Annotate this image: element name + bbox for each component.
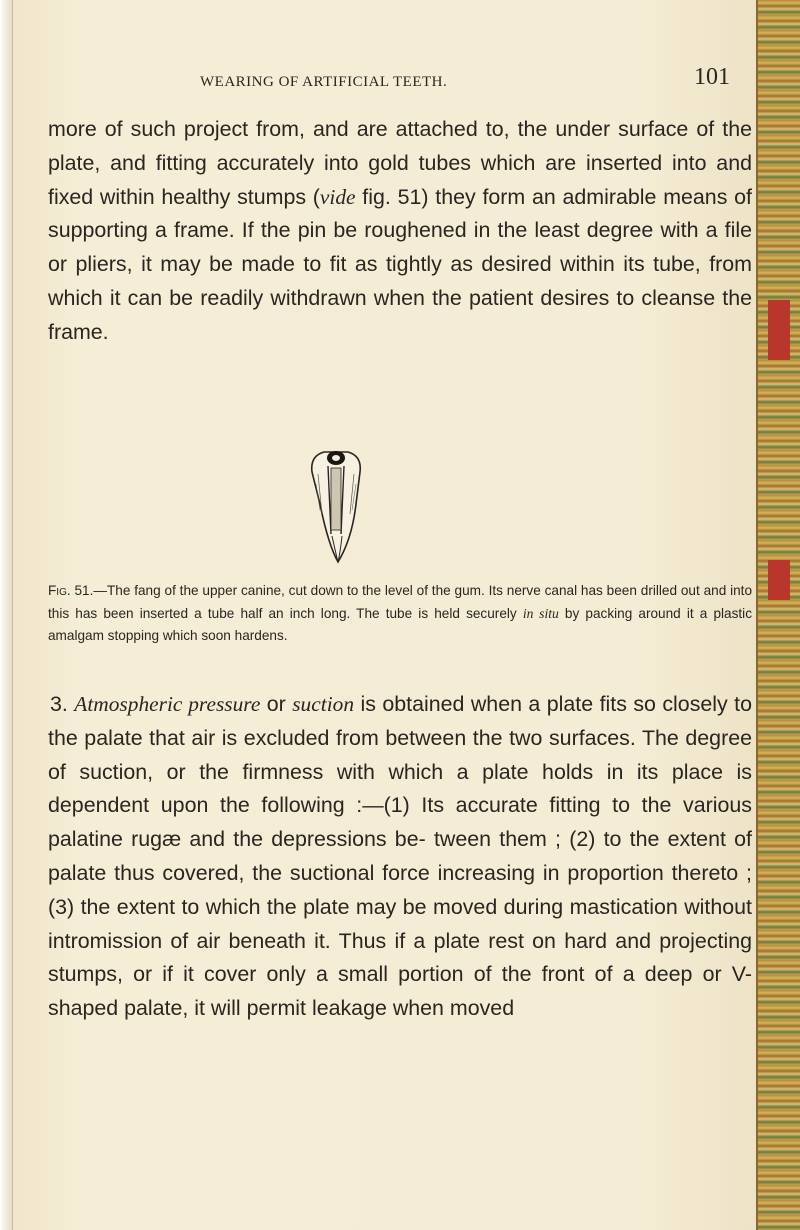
caption-italic: in situ — [522, 605, 559, 621]
vide-italic: vide — [319, 184, 356, 209]
section-title-alt: suction — [292, 692, 355, 716]
page-header — [90, 64, 730, 98]
paragraph-1-text-start: more of such project from, and are attached to, the under surface of the plate, and fitting accurately into gold tubes which are inserted into and fixed within healthy stumps ( — [48, 117, 752, 209]
running-head: WEARING OF ARTIFICIAL TEETH. — [200, 74, 448, 90]
paragraph-1 — [48, 113, 752, 350]
edge-red-band — [768, 560, 790, 600]
book-gutter — [0, 0, 13, 1230]
or-word: or — [260, 692, 293, 716]
page-number: 101 — [694, 64, 730, 90]
tooth-figure — [298, 444, 378, 574]
section-title: Atmospheric pressure — [74, 692, 261, 716]
paragraph-2 — [48, 688, 752, 1026]
paragraph-1-text-end: fig. 51) they form an admirable means of supporting a frame. If the pin be roughened in the least degree with a file or pliers, it may be made to fit as tightly as desired within its tube, from which it can be readily withdrawn when the patient desires to cleanse the frame. — [48, 184, 752, 344]
caption-text-end: by packing around it a plastic amalgam stopping which soon hardens. — [48, 605, 752, 643]
edge-red-band — [768, 300, 790, 360]
section-number: 3. — [50, 692, 68, 716]
caption-text-start: —The fang of the upper canine, cut down to the level of the gum. Its nerve canal has been drilled out and into this has been inserted a tube half an inch long. The tube is held securely — [48, 583, 753, 621]
paragraph-2-text: is obtained when a plate fits so closely to the palate that air is excluded from between the two surfaces. The degree of suction, or the firmness with which a plate holds in its place is dependent upon the following :—(1) Its accurate fitting to the various palatine rugæ and the depressions be- tween them ; (2) to the extent of palate thus covered, the suctional force increasing in proportion thereto ; (3) the extent to which the plate may be moved during mastication without intromission of air beneath it. Thus if a plate rest on hard and projecting stumps, or if it cover only a small portion of the front of a deep or V-shaped palate, it will permit leakage when moved — [48, 692, 753, 1021]
page-edge-strip — [756, 0, 800, 1230]
figure-caption — [48, 580, 752, 648]
figure-label: Fig. 51. — [48, 583, 94, 598]
canine-fang-illustration — [298, 444, 378, 574]
